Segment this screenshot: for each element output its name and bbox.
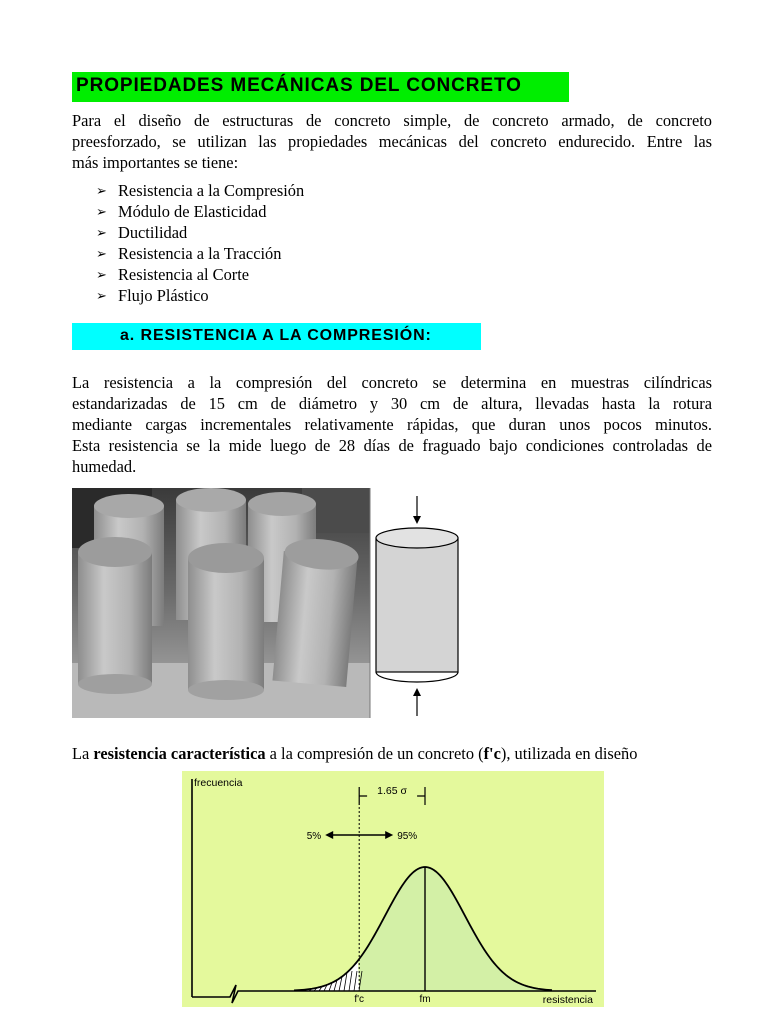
arrow-bullet-icon: ➢ bbox=[96, 267, 107, 282]
compression-paragraph bbox=[72, 372, 712, 477]
loaded-cylinder-diagram bbox=[376, 528, 458, 682]
list-item bbox=[96, 201, 304, 222]
cylinder-test-photo bbox=[72, 488, 460, 718]
arrow-bullet-icon: ➢ bbox=[96, 225, 107, 240]
arrow-bullet-icon: ➢ bbox=[96, 246, 107, 261]
sentence-text: a la compresión de un concreto ( bbox=[265, 744, 484, 763]
paragraph-line: humedad. bbox=[72, 457, 137, 476]
intro-line: preesforzado, se utilizan las propiedades mecánicas del concreto endurecido. Entre las bbox=[72, 132, 712, 151]
list-item-label: Resistencia a la Compresión bbox=[118, 181, 305, 200]
normal-distribution-chart bbox=[182, 771, 604, 1007]
x-axis-label: resistencia bbox=[542, 994, 593, 1006]
sentence-text: La bbox=[72, 744, 94, 763]
list-item-label: Ductilidad bbox=[118, 223, 188, 242]
list-item-label: Resistencia a la Tracción bbox=[118, 244, 282, 263]
tick-label-fm: fm bbox=[419, 994, 431, 1005]
paragraph-line: mediante cargas incrementales relativamente rápidas, que duran unos pocos minutos. bbox=[72, 415, 712, 434]
arrow-bullet-icon: ➢ bbox=[96, 204, 107, 219]
list-item bbox=[96, 243, 304, 264]
characteristic-strength-sentence bbox=[72, 744, 637, 764]
arrow-bullet-icon: ➢ bbox=[96, 183, 107, 198]
arrow-bullet-icon: ➢ bbox=[96, 288, 107, 303]
y-axis-label: frecuencia bbox=[194, 777, 243, 789]
title-highlight bbox=[72, 72, 569, 102]
intro-line: Para el diseño de estructuras de concreto simple, de concreto armado, de concreto bbox=[72, 111, 712, 130]
list-item bbox=[96, 264, 304, 285]
sentence-text: ), utilizada en diseño bbox=[500, 744, 638, 763]
sigma-label: 1.65 σ bbox=[377, 785, 408, 797]
paragraph-line: estandarizadas de 15 cm de diámetro y 30 cm de altura, llevadas hasta la rotura bbox=[72, 394, 712, 413]
bold-symbol: f'c bbox=[483, 744, 501, 763]
section-heading-highlight bbox=[72, 323, 481, 350]
upper-percent-label: 95% bbox=[397, 831, 418, 842]
list-item bbox=[96, 285, 304, 306]
section-heading: a. RESISTENCIA A LA COMPRESIÓN: bbox=[120, 327, 432, 344]
intro-paragraph bbox=[72, 110, 712, 173]
page-title: PROPIEDADES MECÁNICAS DEL CONCRETO bbox=[76, 75, 522, 96]
tick-label-fc: f'c bbox=[354, 994, 365, 1005]
bold-term: resistencia característica bbox=[93, 744, 266, 763]
intro-line: más importantes se tiene: bbox=[72, 153, 239, 172]
list-item-label: Resistencia al Corte bbox=[118, 265, 250, 284]
list-item-label: Módulo de Elasticidad bbox=[118, 202, 267, 221]
paragraph-line: Esta resistencia se la mide luego de 28 días de fraguado bajo condiciones controladas de bbox=[72, 436, 712, 455]
list-item-label: Flujo Plástico bbox=[118, 286, 209, 305]
lower-percent-label: 5% bbox=[306, 831, 322, 842]
front-cylinders bbox=[78, 536, 360, 700]
paragraph-line: La resistencia a la compresión del concreto se determina en muestras cilíndricas bbox=[72, 373, 712, 392]
properties-list bbox=[96, 180, 304, 306]
list-item bbox=[96, 180, 304, 201]
list-item bbox=[96, 222, 304, 243]
